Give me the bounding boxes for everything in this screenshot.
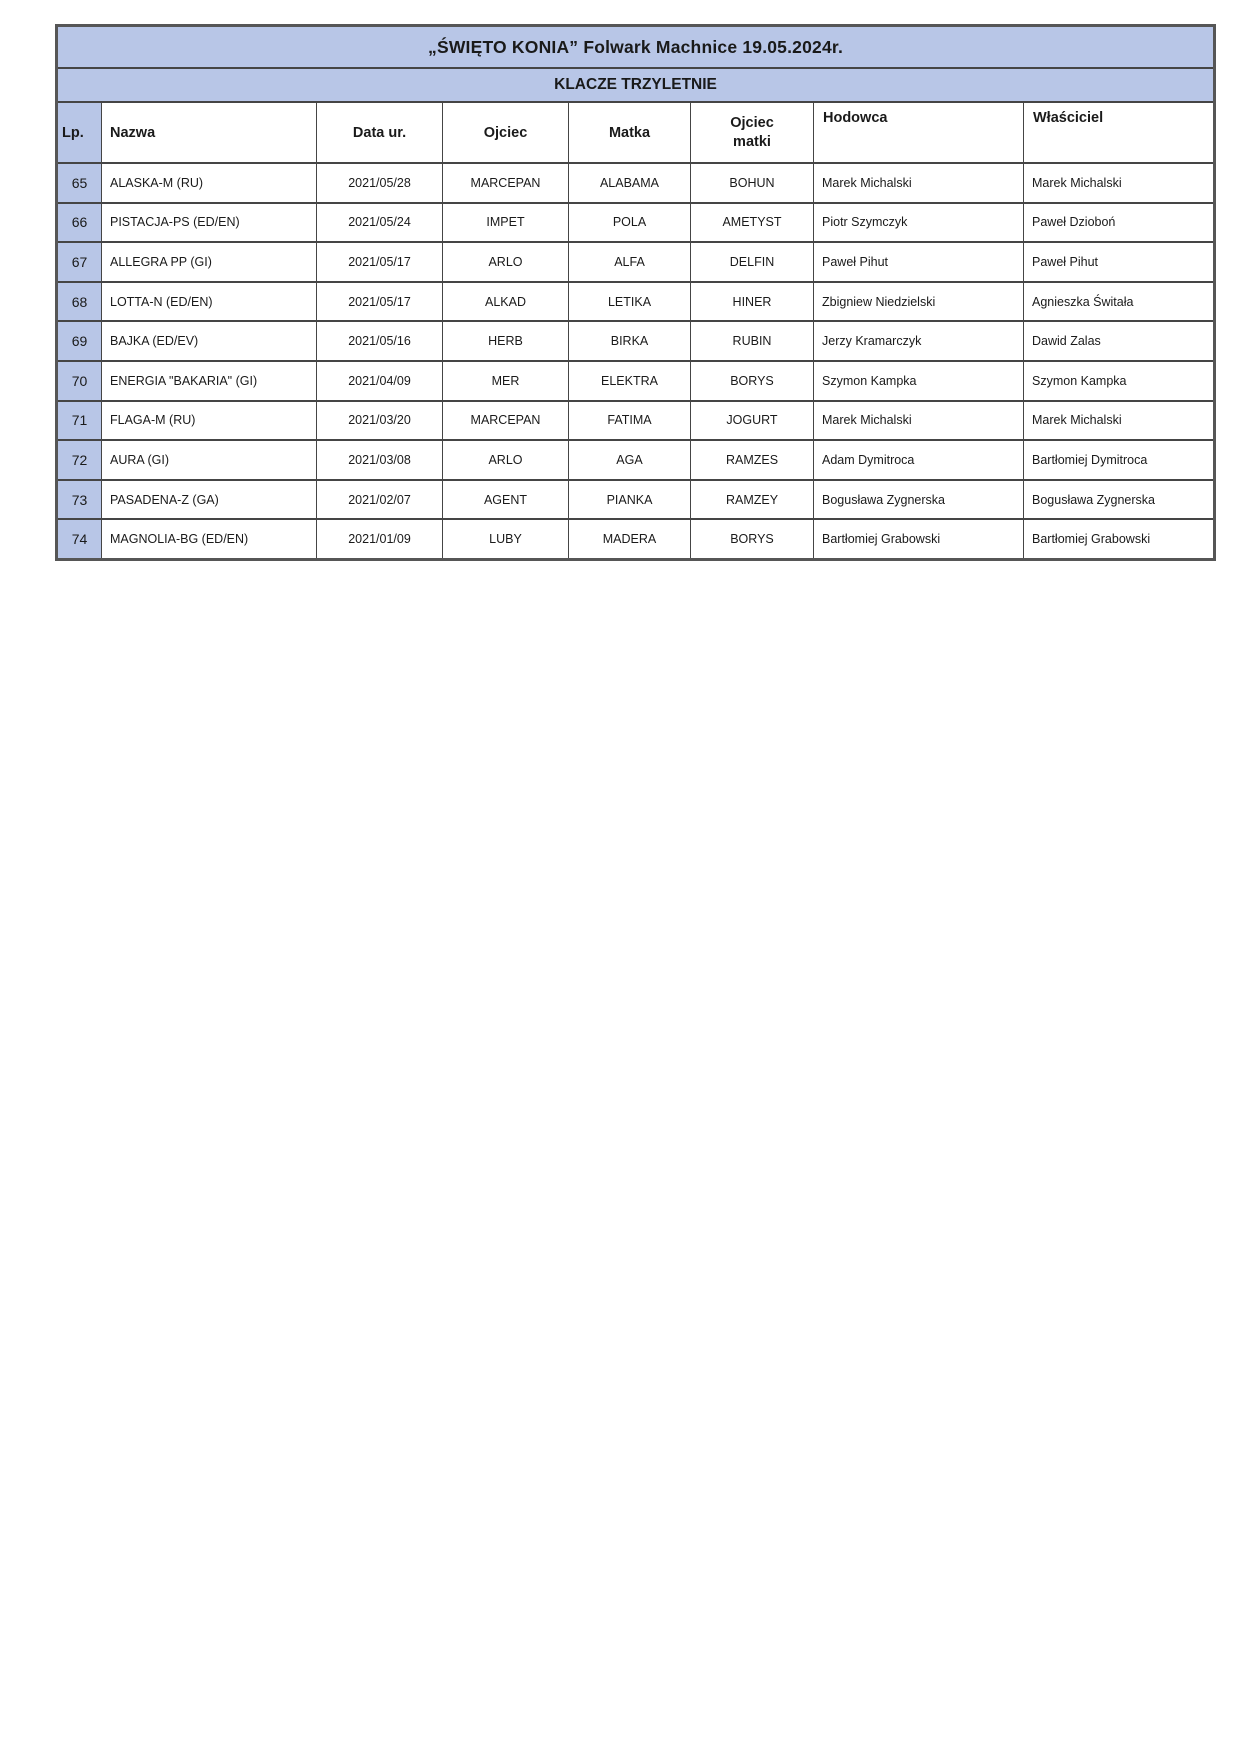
cell-data-ur: 2021/05/28 [317,163,443,203]
cell-nazwa: ENERGIA "BAKARIA" (GI) [102,361,317,401]
cell-data-ur: 2021/03/08 [317,440,443,480]
cell-ojciec: ARLO [443,242,569,282]
cell-matka: BIRKA [569,321,691,361]
column-header-ojciec: Ojciec [443,102,569,163]
cell-ojciec: ARLO [443,440,569,480]
cell-ojciec-matki: RUBIN [691,321,814,361]
section-title: KLACZE TRZYLETNIE [57,68,1215,102]
title-row [57,26,1215,69]
cell-nazwa: MAGNOLIA-BG (ED/EN) [102,519,317,559]
cell-ojciec: AGENT [443,480,569,520]
cell-ojciec: MER [443,361,569,401]
cell-nazwa: BAJKA (ED/EV) [102,321,317,361]
cell-wlasciciel: Agnieszka Świtała [1024,282,1215,322]
cell-hodowca: Paweł Pihut [814,242,1024,282]
cell-ojciec-matki: BORYS [691,519,814,559]
cell-ojciec: ALKAD [443,282,569,322]
table-header-row [57,102,1215,163]
cell-data-ur: 2021/05/17 [317,242,443,282]
cell-ojciec-matki: DELFIN [691,242,814,282]
cell-data-ur: 2021/04/09 [317,361,443,401]
subtitle-row [57,68,1215,102]
cell-matka: AGA [569,440,691,480]
cell-data-ur: 2021/02/07 [317,480,443,520]
table-row [57,519,1215,559]
cell-matka: FATIMA [569,401,691,441]
cell-data-ur: 2021/03/20 [317,401,443,441]
cell-lp: 71 [57,401,102,441]
cell-ojciec-matki: RAMZES [691,440,814,480]
table-row [57,242,1215,282]
cell-nazwa: AURA (GI) [102,440,317,480]
cell-hodowca: Piotr Szymczyk [814,203,1024,243]
page-title: „ŚWIĘTO KONIA” Folwark Machnice 19.05.2024r. [57,26,1215,69]
cell-nazwa: ALLEGRA PP (GI) [102,242,317,282]
cell-wlasciciel: Szymon Kampka [1024,361,1215,401]
cell-ojciec-matki: JOGURT [691,401,814,441]
cell-data-ur: 2021/05/16 [317,321,443,361]
cell-lp: 68 [57,282,102,322]
table-row [57,321,1215,361]
cell-ojciec-matki: HINER [691,282,814,322]
table-row [57,163,1215,203]
column-header-ojciec-matki [691,102,814,163]
cell-wlasciciel: Paweł Dzioboń [1024,203,1215,243]
cell-ojciec-matki: RAMZEY [691,480,814,520]
table-row [57,480,1215,520]
cell-lp: 66 [57,203,102,243]
cell-hodowca: Zbigniew Niedzielski [814,282,1024,322]
cell-ojciec-matki: BOHUN [691,163,814,203]
table-row [57,440,1215,480]
cell-data-ur: 2021/05/17 [317,282,443,322]
column-header-ojciec-matki-label: Ojciec matki [730,114,774,150]
cell-lp: 72 [57,440,102,480]
cell-ojciec-matki: BORYS [691,361,814,401]
cell-nazwa: ALASKA-M (RU) [102,163,317,203]
cell-nazwa: PASADENA-Z (GA) [102,480,317,520]
cell-nazwa: PISTACJA-PS (ED/EN) [102,203,317,243]
column-header-data-ur: Data ur. [317,102,443,163]
table-row [57,282,1215,322]
table-row [57,401,1215,441]
cell-hodowca: Bogusława Zygnerska [814,480,1024,520]
cell-matka: PIANKA [569,480,691,520]
cell-matka: POLA [569,203,691,243]
cell-matka: LETIKA [569,282,691,322]
cell-lp: 69 [57,321,102,361]
cell-nazwa: LOTTA-N (ED/EN) [102,282,317,322]
cell-lp: 65 [57,163,102,203]
cell-hodowca: Szymon Kampka [814,361,1024,401]
table-row [57,203,1215,243]
cell-wlasciciel: Bogusława Zygnerska [1024,480,1215,520]
cell-lp: 67 [57,242,102,282]
cell-ojciec: LUBY [443,519,569,559]
cell-nazwa: FLAGA-M (RU) [102,401,317,441]
cell-data-ur: 2021/05/24 [317,203,443,243]
cell-hodowca: Bartłomiej Grabowski [814,519,1024,559]
column-header-lp: Lp. [57,102,102,163]
cell-wlasciciel: Marek Michalski [1024,163,1215,203]
cell-matka: MADERA [569,519,691,559]
column-header-matka: Matka [569,102,691,163]
cell-hodowca: Marek Michalski [814,163,1024,203]
column-header-hodowca: Hodowca [814,102,1024,163]
cell-wlasciciel: Marek Michalski [1024,401,1215,441]
cell-matka: ELEKTRA [569,361,691,401]
cell-ojciec: MARCEPAN [443,401,569,441]
cell-lp: 73 [57,480,102,520]
cell-hodowca: Marek Michalski [814,401,1024,441]
cell-hodowca: Adam Dymitroca [814,440,1024,480]
cell-matka: ALABAMA [569,163,691,203]
cell-wlasciciel: Paweł Pihut [1024,242,1215,282]
cell-data-ur: 2021/01/09 [317,519,443,559]
column-header-nazwa: Nazwa [102,102,317,163]
cell-wlasciciel: Bartłomiej Dymitroca [1024,440,1215,480]
table-body [57,163,1215,559]
cell-ojciec: IMPET [443,203,569,243]
cell-lp: 74 [57,519,102,559]
cell-hodowca: Jerzy Kramarczyk [814,321,1024,361]
cell-wlasciciel: Dawid Zalas [1024,321,1215,361]
column-header-wlasciciel: Właściciel [1024,102,1215,163]
cell-lp: 70 [57,361,102,401]
table-row [57,361,1215,401]
cell-ojciec: HERB [443,321,569,361]
cell-ojciec-matki: AMETYST [691,203,814,243]
cell-ojciec: MARCEPAN [443,163,569,203]
cell-wlasciciel: Bartłomiej Grabowski [1024,519,1215,559]
horse-list-table [55,24,1216,561]
cell-matka: ALFA [569,242,691,282]
